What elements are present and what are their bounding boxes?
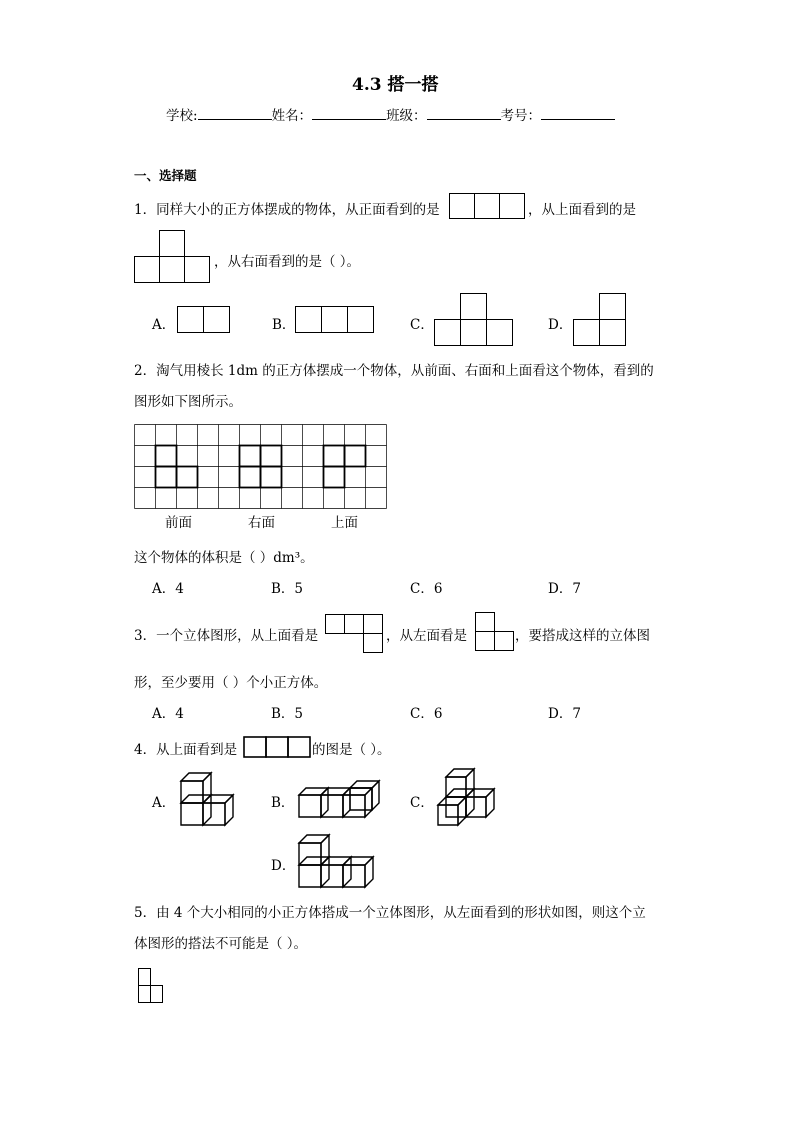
q1-option-d[interactable]: D． (548, 317, 573, 333)
class-blank (427, 107, 501, 120)
q2-views-grid (134, 424, 387, 510)
q1-top-view-figure (134, 230, 212, 284)
q1-option-a-figure (177, 306, 231, 333)
q4-option-d-figure (298, 834, 380, 888)
name-label: 姓名： (271, 108, 313, 124)
q1-text-c: ，从右面看到的是（ ）。 (214, 254, 361, 270)
q4-option-a[interactable]: A． (152, 795, 176, 811)
q2-question: 这个物体的体积是（ ）dm³。 (134, 550, 314, 566)
q3-top-view-figure (325, 614, 385, 654)
q2-option-a[interactable]: A．4 (152, 581, 184, 597)
q1-option-a[interactable]: A． (152, 317, 176, 333)
q4-option-d[interactable]: D． (271, 858, 296, 874)
cube-face (372, 781, 379, 810)
student-info (166, 104, 615, 124)
school-blank (198, 107, 272, 120)
q1-option-c-figure (434, 293, 513, 347)
q2-label-front: 前面 (165, 515, 192, 531)
q4-option-c[interactable]: C． (410, 795, 434, 811)
q2-front-view (156, 446, 198, 488)
q2-line1: 2．淘气用棱长 1dm 的正方体摆成一个物体，从前面、右面和上面看这个物体，看到的 (134, 363, 654, 379)
page-title: 4.3 搭一搭 (352, 75, 439, 95)
section-heading: 一、选择题 (134, 168, 197, 183)
q1-option-c[interactable]: C． (410, 317, 434, 333)
q4-option-b[interactable]: B． (271, 795, 295, 811)
q4-option-b-figure (298, 780, 388, 818)
q4-text-b: 的图是（ ）。 (312, 742, 391, 758)
q3-text-b: ，从左面看是 (386, 628, 467, 644)
q4-option-c-figure (437, 772, 501, 826)
q2-option-d[interactable]: D．7 (548, 581, 581, 597)
q5-left-view-figure (138, 968, 164, 1004)
cube-face (486, 789, 494, 817)
cube-face (299, 795, 321, 817)
cube-face (203, 773, 211, 803)
q3-text-c: ，要搭成这样的立体图 (515, 628, 650, 644)
q1-text-a: 1．同样大小的正方体摆成的物体，从正面看到的是 (134, 202, 440, 218)
q1-text-b: ，从上面看到的是 (528, 202, 636, 218)
cube-face (321, 835, 329, 865)
number-blank (541, 107, 615, 120)
cube-face (458, 797, 466, 825)
q1-option-d-figure (573, 293, 627, 347)
q3-line2: 形，至少要用（ ）个小正方体。 (134, 675, 328, 691)
cube-face (365, 788, 372, 817)
q2-option-b[interactable]: B．5 (271, 581, 304, 597)
q1-option-b[interactable]: B． (272, 317, 296, 333)
cube-face (181, 803, 203, 825)
school-label: 学校: (166, 108, 198, 124)
cube-face (299, 865, 321, 887)
q3-option-b[interactable]: B．5 (271, 706, 304, 722)
cube-face (365, 857, 373, 887)
cube-face (438, 805, 458, 825)
q4-top-view-figure (243, 736, 311, 758)
q2-top-view (324, 446, 366, 488)
q2-option-c[interactable]: C．6 (410, 581, 443, 597)
q2-right-view (240, 446, 282, 488)
class-label: 班级： (386, 108, 427, 124)
q5-line1: 5．由 4 个大小相同的小正方体搭成一个立体图形，从左面看到的形状如图，则这个立 (134, 905, 646, 921)
q1-option-b-figure (295, 306, 374, 333)
name-blank (312, 107, 386, 120)
q3-option-a[interactable]: A．4 (152, 706, 184, 722)
q3-option-c[interactable]: C．6 (410, 706, 443, 722)
q4-option-a-figure (180, 774, 238, 826)
q5-line2: 体图形的搭法不可能是（ ）。 (134, 936, 308, 952)
q2-label-top: 上面 (331, 515, 358, 531)
q3-left-view-figure (475, 612, 515, 652)
q3-text-a: 3．一个立体图形，从上面看是 (134, 628, 319, 644)
q2-line2: 图形如下图所示。 (134, 394, 242, 410)
q1-front-view-figure (449, 193, 527, 219)
number-label: 考号： (500, 108, 542, 124)
cube-face (225, 795, 233, 825)
q3-option-d[interactable]: D．7 (548, 706, 581, 722)
q2-label-right: 右面 (248, 515, 275, 531)
cube-face (466, 769, 474, 797)
q4-text-a: 4．从上面看到是 (134, 742, 238, 758)
